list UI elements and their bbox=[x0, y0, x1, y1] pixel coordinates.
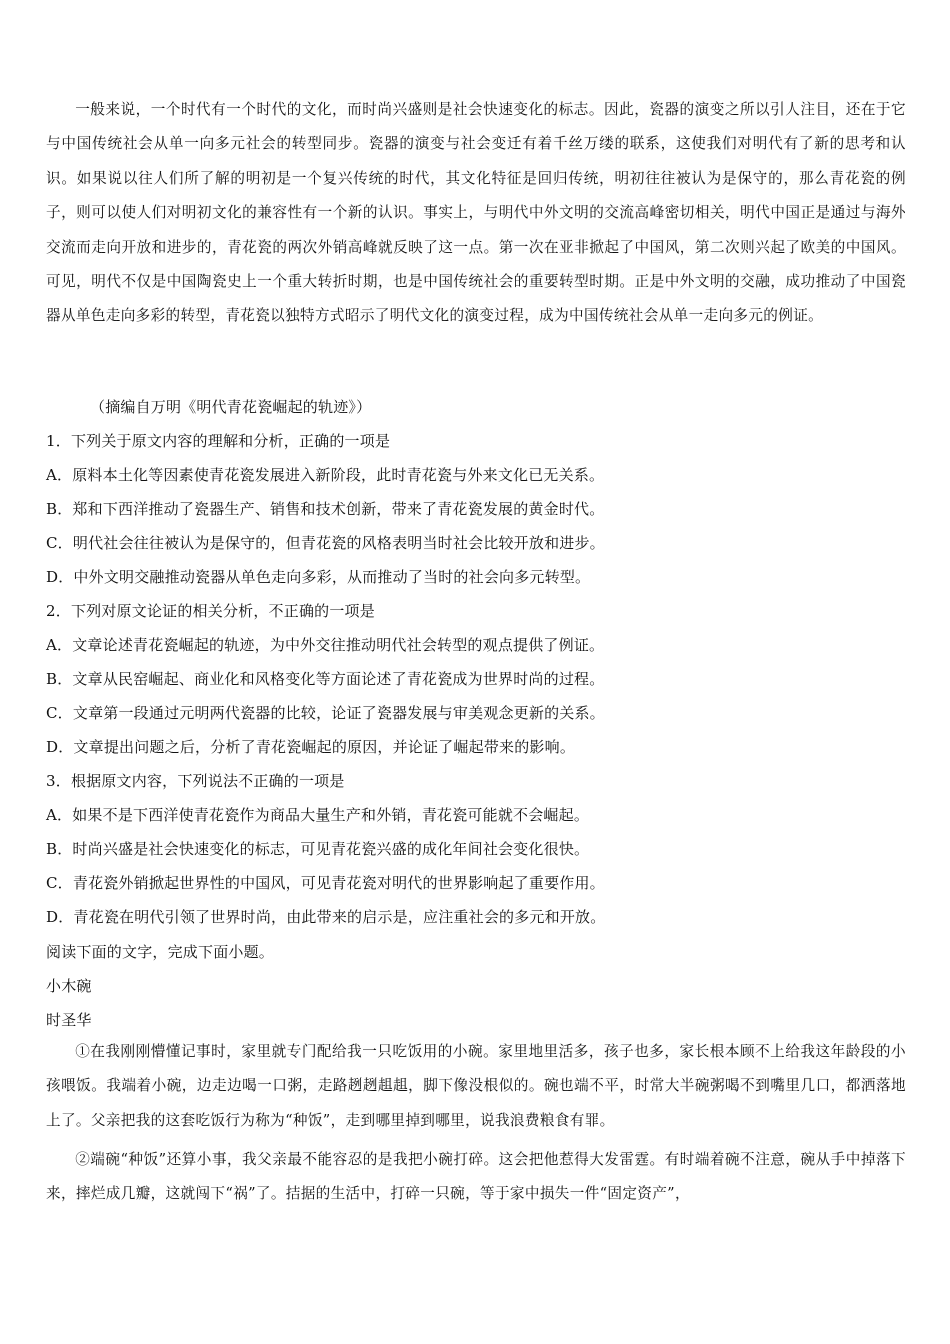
question-option: B．时尚兴盛是社会快速变化的标志，可见青花瓷兴盛的成化年间社会变化很快。 bbox=[46, 840, 590, 858]
question-option: B．文章从民窑崛起、商业化和风格变化等方面论述了青花瓷成为世界时尚的过程。 bbox=[46, 670, 605, 688]
question-option: D．中外文明交融推动瓷器从单色走向多彩，从而推动了当时的社会向多元转型。 bbox=[46, 568, 591, 586]
story-title: 小木碗 bbox=[46, 977, 92, 995]
passage-paragraph: 一般来说，一个时代有一个时代的文化，而时尚兴盛则是社会快速变化的标志。因此，瓷器的演变之所以引人注目，还在于它与中国传统社会从单一向多元社会的转型同步。瓷器的演变与社会变迁有着千丝万缕的联系，这使我们对明代有了新的思考和认识。如果说以往人们所了解的明初是一个复兴传统的时代，其文化特征是回归传统，明初往往被认为是保守的，那么青花瓷的例子，则可以使人们对明初文化的兼容性有一个新的认识。事实上，与明代中外文明的交流高峰密切相关，明代中国正是通过与海外交流而走向开放和进步的，青花瓷的两次外销高峰就反映了这一点。第一次在亚非掀起了中国风，第二次则兴起了欧美的中国风。可见，明代不仅是中国陶瓷史上一个重大转折时期，也是中国传统社会的重要转型时期。正是中外文明的交融，成功推动了中国瓷器从单色走向多彩的转型，青花瓷以独特方式昭示了明代文化的演变过程，成为中国传统社会从单一走向多元的例证。 bbox=[46, 101, 906, 325]
question-option: A．原料本土化等因素使青花瓷发展进入新阶段，此时青花瓷与外来文化已无关系。 bbox=[46, 466, 605, 484]
question-stem: 3．根据原文内容，下列说法不正确的一项是 bbox=[46, 772, 345, 790]
reading-instruction: 阅读下面的文字，完成下面小题。 bbox=[46, 943, 275, 961]
story-paragraph: ①在我刚刚懵懂记事时，家里就专门配给我一只吃饭用的小碗。家里地里活多，孩子也多，家长根本顾不上给我这年龄段的小孩喂饭。我端着小碗，边走边喝一口粥，走路趔趔趄趄，脚下像没根似的。碗也端不平，时常大半碗粥喝不到嘴里几口，都洒落地上了。父亲把我的这套吃饭行为称为“种饭”，走到哪里掉到哪里，说我浪费粮食有罪。 bbox=[46, 1043, 906, 1129]
story-paragraph: ②端碗“种饭”还算小事，我父亲最不能容忍的是我把小碗打碎。这会把他惹得大发雷霆。有时端着碗不注意，碗从手中掉落下来，摔烂成几瓣，这就闯下“祸”了。拮据的生活中，打碎一只碗，等于家中损失一件“固定资产”， bbox=[46, 1151, 906, 1203]
question-option: A．文章论述青花瓷崛起的轨迹，为中外交往推动明代社会转型的观点提供了例证。 bbox=[46, 636, 605, 654]
question-stem: 1．下列关于原文内容的理解和分析，正确的一项是 bbox=[46, 432, 391, 450]
passage-source: （摘编自万明《明代青花瓷崛起的轨迹》） bbox=[90, 398, 372, 416]
question-option: C．青花瓷外销掀起世界性的中国风，可见青花瓷对明代的世界影响起了重要作用。 bbox=[46, 874, 605, 892]
story-author: 时圣华 bbox=[46, 1011, 92, 1029]
question-option: C．明代社会往往被认为是保守的，但青花瓷的风格表明当时社会比较开放和进步。 bbox=[46, 534, 605, 552]
question-option: B．郑和下西洋推动了瓷器生产、销售和技术创新，带来了青花瓷发展的黄金时代。 bbox=[46, 500, 605, 518]
question-option: C．文章第一段通过元明两代瓷器的比较，论证了瓷器发展与审美观念更新的关系。 bbox=[46, 704, 605, 722]
question-option: A．如果不是下西洋使青花瓷作为商品大量生产和外销，青花瓷可能就不会崛起。 bbox=[46, 806, 590, 824]
question-option: D．青花瓷在明代引领了世界时尚，由此带来的启示是，应注重社会的多元和开放。 bbox=[46, 908, 606, 926]
question-stem: 2．下列对原文论证的相关分析，不正确的一项是 bbox=[46, 602, 375, 620]
question-option: D．文章提出问题之后，分析了青花瓷崛起的原因，并论证了崛起带来的影响。 bbox=[46, 738, 576, 756]
